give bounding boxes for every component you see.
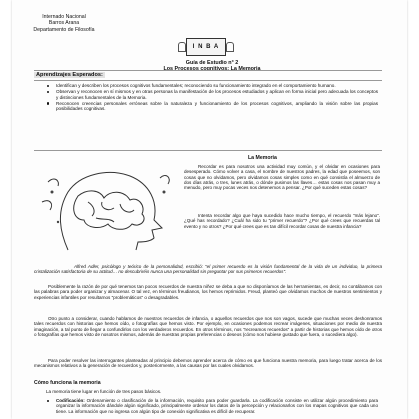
list-item: Observan y reconocen en sí mismos y en otras personas la manifestación de los procesos estudiados y aplican en forma inicial pero adecuada los conceptos y distinciones fundamentales de la Memoria. (56, 89, 378, 100)
paragraph: Otro punto a considerar, cuando hablamos de nuestros recuerdos de infancia, o aquellos recuerdos que nos son vagos, sucede que muchas veces deshonramos tales recuerdos con historias que hemos oído, o fotografías que hemos visto. Por ejemplo, en ocasiones podemos recrear imágenes, situaciones por medio de nuestra imaginación, a tal punto de llegar a confundirlos con los verdaderos recuerdos. En otros términos, nos "recreamos recuerdos" a partir de historias que hemos oído de otros o fotografías que hemos visto de nosotros mismos, además de nuestras propias preferencias o deseos (cómo nos hubiese gustado que fuera, o sucediera algo). (34, 316, 382, 337)
divider (34, 80, 382, 81)
paragraph: Para poder resolver las interrogantes planteadas al principio debemos aprender acerca de cómo es que funciona nuestra memoria, para luego tratar acerca de los mecanismos relativos a la generación de recuerdos y, posteriormente, a las causas por las cuales olvidamos. (34, 358, 382, 369)
section-heading: Cómo funciona la memoria (34, 380, 101, 386)
learning-list (56, 83, 378, 112)
head-illustration (38, 162, 178, 258)
learning-heading: Aprendizajes Esperados: (36, 72, 103, 78)
list-item: Reconocen creencias personales erróneas sobre la naturaleza y funcionamiento de los procesos cognitivos, ampliando la visión sobre las propias posibilidades cognitivas. (56, 100, 378, 112)
paragraph: Recordar es para nosotros una actividad muy común, y el olvidar en ocasiones para desesperado. Cómo volver a casa, el nombre de nuestros padres, la edad que poseemos, son cosas que no olvidamos, pero olvidamos cosas simples como en qué consistía el almuerzo de dos días atrás, o tres, lunes atrás, o dónde pusimos las llaves… estas cosas nos pasan muy a menudo, pero muy pocas veces nos detenemos a pensar. ¿Por qué suceden estas cosas? (184, 164, 380, 190)
institution-line: Departamento de Filosofía (33, 26, 95, 33)
institution-header (20, 14, 108, 33)
school-logo (186, 38, 226, 56)
list-item (56, 398, 378, 414)
list-item: Identifican y describen los procesos cognitivos fundamentales; reconociendo su funcionamiento integrado en el comportamiento humano. (56, 83, 378, 88)
adler-quote: Alfred Adler, psicólogo y teórico de la personalidad, escribió: "el primer recuerdo es la visión fundamental de la vida de un individuo, la primera cristalización satisfactoria de su actitud… no descubriréis nunca una personalidad sin preguntar por sus primeros recuerdos". (34, 264, 382, 275)
step-text: Ordenamiento o clasificación de la información, requisito para poder guardarla. La codificación consiste en utilizar algún procedimiento para organizar la información dándole algún significado, principalmente ordenar los datos de la percepción y relacionarlos con los mapas cognitivos que cada uno tiene. La información que no ingresa con algún tipo de conexión significativa es difícil de recuperar. (56, 398, 378, 414)
step-label: Codificación: (56, 398, 85, 403)
paragraph: Posiblemente la razón de por qué tenemos tan pocos recuerdos de nuestra niñez se deba a que no disponíamos de las herramientas, es decir, no contábamos con las palabras para poder organizar y almacenar. O tal vez, en términos freudianos, los hemos reprimidos. Freud, planteó que olvidamos muchos de nuestros sentimientos y experiencias infantiles por resultarnos "problemáticos" o desagradables. (34, 284, 382, 300)
document-page (12, 0, 407, 419)
memoria-title: La Memoria (248, 155, 277, 161)
institution-line: Barros Arana (48, 20, 80, 27)
logo-text: I N B A (192, 44, 220, 50)
divider (34, 150, 382, 151)
paragraph: La memoria tiene lugar en función de tres pasos básicos. (46, 389, 162, 394)
guide-number: Guía de Estudio n° 2 (185, 60, 239, 66)
paragraph: Intenta recordar algo que haya sucedido hace mucho tiempo, el recuerdo "más lejano". ¿Qué has recordado? ¿Cuál ha sido tu "primer recuerdo"? ¿Por qué crees que recuerdas tal evento y no otros? ¿Por qué crees que es tan difícil recordar cosas de nuestra infancia? (184, 213, 380, 229)
divider (34, 70, 382, 71)
steps-list (56, 398, 378, 414)
institution-line: Internado Nacional (42, 14, 86, 20)
